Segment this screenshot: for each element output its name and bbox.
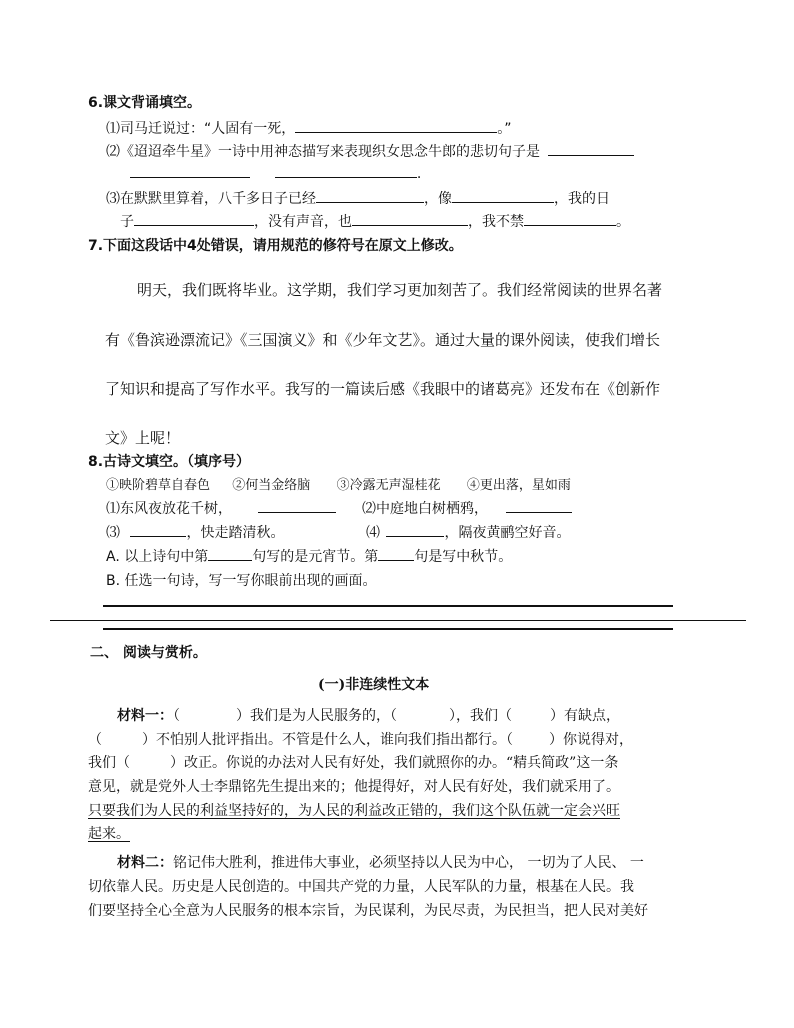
q8-a-post: 句是写中秋节。	[414, 549, 513, 565]
m2-line-2: 切依靠人民。历史是人民创造的。中国共产党的力量，人民军队的力量，根基在人民。我	[88, 879, 634, 895]
q8-line-2b	[366, 522, 570, 542]
q8-line-2a	[106, 522, 284, 542]
m1-line-1	[117, 705, 620, 725]
q8-option-1: ①映阶碧草自春色	[106, 478, 211, 493]
q6-blank-3c[interactable]	[134, 212, 254, 226]
m1-l1d: ）有缺点，	[550, 708, 620, 724]
m2-line-3: 们要坚持全心全意为人民服务的根本宗旨，为民谋利，为民尽责，为民担当，把人民对美好	[88, 903, 648, 919]
q6-item-3-d: 子	[120, 214, 134, 230]
q8-line-2b-num: ⑷	[366, 525, 380, 541]
section2-title: 二、 阅读与赏析。	[90, 645, 207, 661]
m1-l2b: ）不怕别人批评指出。不管是什么人，谁向我们指出都行。（	[142, 732, 513, 748]
q6-item-3-cont	[120, 211, 630, 231]
q8-blank-1[interactable]	[258, 499, 336, 513]
section-divider	[50, 620, 746, 621]
q8-a-mid: 句写的是元宵节。第	[252, 549, 379, 565]
m1-l1b: ）我们是为人民服务的，（	[236, 708, 397, 724]
q8-a	[106, 546, 512, 566]
q7-line-1: 明天，我们既将毕业。这学期，我们学习更加刻苦了。我们经常阅读的世界名著	[137, 281, 663, 299]
q6-item-3-a: ⑶在默默里算着，八千多日子已经	[106, 191, 316, 207]
m1-line-3	[88, 752, 618, 772]
m1-line-4: 意见，就是党外人士李鼎铭先生提出来的；他提得好，对人民有好处，我们就采用了。	[88, 779, 620, 795]
m1-line-5: 只要我们为人民的利益坚持好的，为人民的利益改正错的，我们这个队伍就一定会兴旺	[88, 803, 620, 819]
q8-line-2a-text: ，快走踏清秋。	[186, 525, 285, 541]
q8-line-1a-text: ⑴东风夜放花千树，	[106, 501, 232, 517]
q6-item-2-text: ⑵《迢迢牵牛星》一诗中用神态描写来表现织女思念牛郎的悲切句子是	[106, 144, 540, 160]
q6-item-1-prefix: ⑴司马迁说过：“人固有一死，	[106, 121, 296, 137]
q8-b: B. 任选一句诗，写一写你眼前出现的画面。	[106, 573, 377, 589]
answer-line-1[interactable]	[103, 605, 673, 607]
q6-item-2-end: .	[416, 166, 422, 182]
q8-blank-2[interactable]	[506, 499, 572, 513]
q8-option-4: ④更出落，星如雨	[466, 478, 571, 493]
q8-a-pre: A. 以上诗句中第	[106, 549, 209, 565]
m1-l2c: ）你说得对，	[549, 732, 633, 748]
q6-blank-3d[interactable]	[352, 212, 468, 226]
q8-option-3: ③冷露无声湿桂花	[336, 478, 441, 493]
m1-l1a: （	[173, 708, 180, 724]
q6-blank-3a[interactable]	[316, 189, 424, 203]
q7-title: 7.下面这段话中4处错误，请用规范的修符号在原文上修改。	[88, 238, 463, 254]
m1-label: 材料一：	[117, 708, 173, 724]
q8-line-2b-text: ，隔夜黄鹂空好音。	[444, 525, 571, 541]
answer-line-2[interactable]	[103, 628, 673, 630]
q6-item-1-suffix: 。”	[497, 121, 512, 137]
q8-blank-a1[interactable]	[208, 547, 252, 561]
q6-item-2	[106, 141, 634, 161]
q6-item-2-cont	[130, 164, 421, 182]
m2-l1: 铭记伟大胜利，推进伟大事业，必须坚持以人民为中心， 一切为了人民、 一	[173, 855, 644, 871]
q8-line-2a-num: ⑶	[106, 525, 120, 541]
q8-title: 8.古诗文填空。（填序号）	[88, 454, 251, 470]
section2-subtitle: (一)非连续性文本	[318, 677, 430, 693]
q8-option-2: ②何当金络脑	[232, 478, 311, 493]
m1-l2a: （	[88, 732, 102, 748]
q6-blank-3b[interactable]	[452, 189, 554, 203]
q8-line-1b	[362, 498, 572, 518]
q6-item-1	[106, 118, 512, 138]
q6-item-3-e: ，没有声音，也	[254, 214, 352, 230]
m1-line-6: 起来。	[88, 826, 130, 842]
m1-line-2	[88, 729, 633, 749]
m1-l3a: 我们（	[88, 755, 130, 771]
q6-blank-2c[interactable]	[275, 164, 417, 178]
m2-label: 材料二：	[117, 855, 173, 871]
m1-l1c: ），我们（	[449, 708, 512, 724]
q6-item-3-c: ，我的日	[554, 191, 610, 207]
q8-blank-4[interactable]	[386, 523, 444, 537]
q6-item-3	[106, 188, 610, 208]
q7-line-3: 了知识和提高了写作水平。我写的一篇读后感《我眼中的诸葛亮》还发布在《创新作	[105, 380, 661, 398]
q6-item-3-f: ，我不禁	[468, 214, 524, 230]
q7-line-4: 文》上呢！	[105, 429, 181, 447]
q6-title: 6.课文背诵填空。	[88, 95, 202, 111]
q8-blank-3[interactable]	[130, 523, 186, 537]
m2-line-1	[117, 852, 644, 872]
q6-blank-1[interactable]	[295, 119, 497, 133]
q7-line-2: 有《鲁滨逊漂流记》《三国演义》和《少年文艺》。通过大量的课外阅读，使我们增长	[105, 331, 661, 349]
q8-options	[106, 474, 571, 493]
q6-item-3-g: 。	[616, 214, 630, 230]
q8-blank-a2[interactable]	[378, 547, 414, 561]
q8-line-1b-text: ⑵中庭地白树栖鸦，	[362, 501, 488, 517]
q6-blank-2a[interactable]	[548, 142, 634, 156]
q8-line-1a	[106, 498, 336, 518]
q6-blank-2b[interactable]	[130, 164, 250, 178]
q6-blank-3e[interactable]	[524, 212, 616, 226]
q6-item-3-b: ，像	[424, 191, 452, 207]
m1-l3b: ）改正。你说的办法对人民有好处，我们就照你的办。“精兵简政”这一条	[170, 755, 619, 771]
